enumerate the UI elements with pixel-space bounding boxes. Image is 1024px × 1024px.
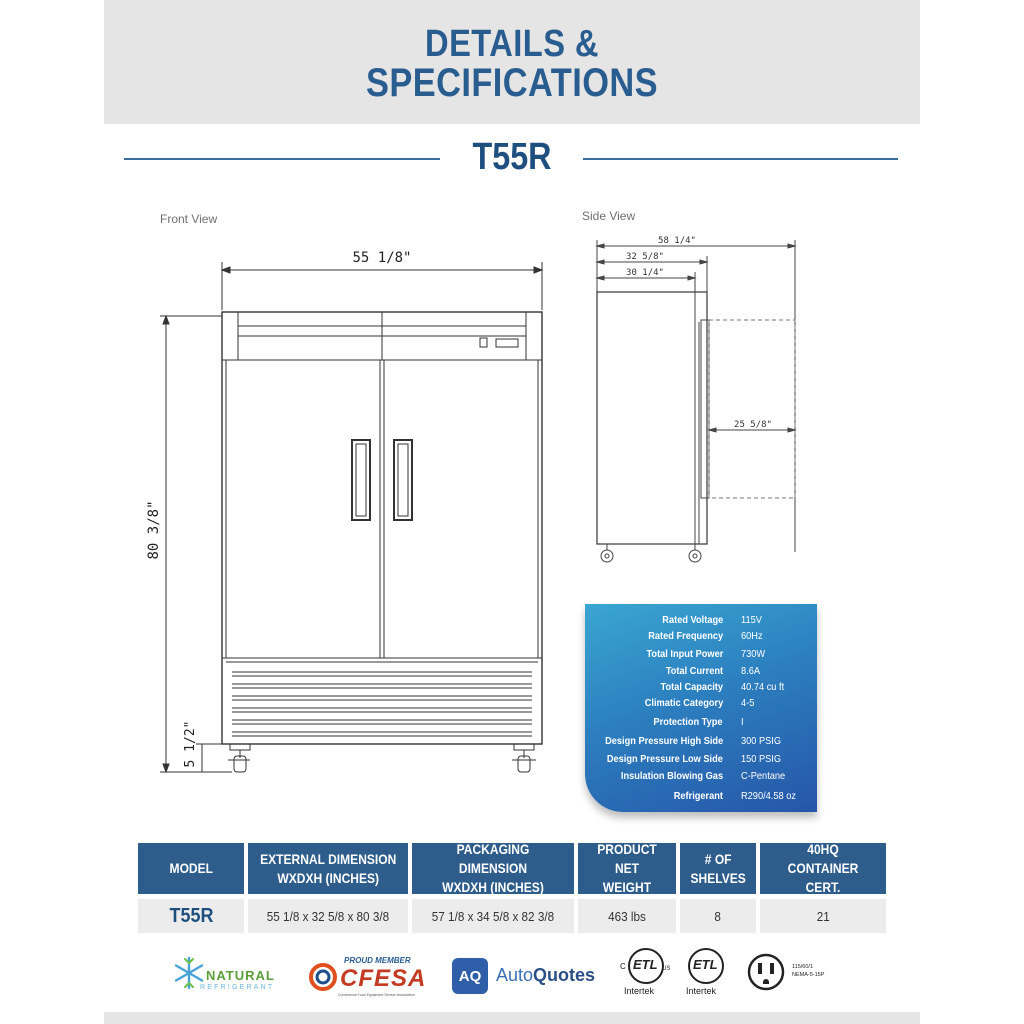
- right-handle: [394, 440, 412, 520]
- etl-us: US: [662, 966, 671, 972]
- door-swing: [709, 320, 795, 498]
- model-heading: T55R: [472, 136, 552, 178]
- refrigerant-word: REFRIGERANT: [200, 984, 275, 991]
- spec-value: 4-5: [741, 697, 755, 709]
- leg-dim-label: 5 1/2": [183, 720, 198, 768]
- certification-logos: [0, 948, 1024, 1008]
- spec-value: 150 PSIG: [741, 753, 782, 765]
- spec-label: Total Current: [665, 665, 723, 677]
- spec-value: 115V: [741, 614, 762, 626]
- etl-intertek-1: Intertek: [624, 986, 655, 996]
- cell-shelves: 8: [714, 908, 722, 924]
- header-model: MODEL: [169, 860, 213, 876]
- footer-band: [104, 1012, 920, 1024]
- spec-label: Refrigerant: [673, 790, 723, 802]
- spec-value: 8.6A: [741, 665, 761, 677]
- spec-row: [585, 716, 817, 732]
- etl-c-us-logo: [618, 948, 674, 1002]
- spec-panel: [585, 604, 817, 812]
- right-divider: [583, 158, 898, 160]
- plug-logo: [746, 952, 846, 996]
- plug-spec-2: NEMA-5-15P: [792, 972, 825, 978]
- spec-label: Insulation Blowing Gas: [620, 770, 723, 782]
- control-display: [496, 339, 518, 347]
- spec-value: 300 PSIG: [741, 735, 782, 747]
- spec-label: Total Input Power: [646, 648, 723, 660]
- spec-row: [585, 753, 817, 769]
- spec-label: Design Pressure High Side: [604, 735, 723, 747]
- spec-row: [585, 630, 817, 646]
- spec-label: Total Capacity: [660, 681, 723, 693]
- width-dim-label: 55 1/8": [352, 250, 412, 266]
- side-view-label: Side View: [582, 209, 636, 223]
- spec-label: Rated Voltage: [662, 614, 723, 626]
- spec-value: 730W: [741, 648, 766, 660]
- spec-label: Design Pressure Low Side: [606, 753, 723, 765]
- autoquotes-wordmark: [496, 965, 595, 986]
- aq-badge: AQ: [452, 958, 488, 994]
- right-handle-inner: [398, 444, 408, 516]
- etl-sanitation-logo: [682, 948, 732, 1002]
- spec-row: [585, 614, 817, 630]
- cfesa-swirl-icon: [308, 962, 338, 992]
- table-cell: [138, 899, 244, 933]
- spec-row: [585, 665, 817, 681]
- spec-row: [585, 790, 817, 806]
- table-cell: [412, 899, 574, 933]
- cell-external: 55 1/8 x 32 5/8 x 80 3/8: [266, 908, 390, 924]
- header-external: EXTERNAL DIMENSION WXDXH (INCHES): [259, 850, 397, 886]
- table-header-cell: [760, 843, 886, 894]
- left-caster: [228, 744, 250, 772]
- arrow: [222, 267, 230, 273]
- spec-label: Rated Frequency: [648, 630, 723, 642]
- cfesa-logo: [308, 956, 440, 1000]
- cell-container: 21: [816, 908, 830, 924]
- spec-row: [585, 770, 817, 786]
- side-dim-door: 25 5/8": [734, 420, 772, 430]
- table-header-cell: [578, 843, 676, 894]
- nema-plug-icon: [746, 952, 786, 992]
- spec-row: [585, 681, 817, 697]
- spec-value: I: [741, 716, 744, 728]
- side-dim-depth: 32 5/8": [626, 252, 664, 262]
- side-dim-total: 58 1/4": [658, 236, 696, 246]
- right-door: [384, 360, 538, 658]
- side-caster-right: [689, 544, 701, 562]
- cfesa-sub: Commercial Food Equipment Service Association: [338, 993, 415, 997]
- front-view-label: Front View: [160, 212, 218, 226]
- table-header-cell: [138, 843, 244, 894]
- height-dim-label: 80 3/8": [146, 500, 162, 560]
- side-dim-body: 30 1/4": [626, 268, 664, 278]
- table-cell: [248, 899, 408, 933]
- table-cell: [680, 899, 756, 933]
- cell-model: T55R: [168, 904, 214, 927]
- spec-value: R290/4.58 oz: [741, 790, 796, 802]
- natural-refrigerant-logo: [172, 954, 302, 998]
- spec-row: [585, 735, 817, 751]
- control-switch: [480, 338, 487, 347]
- side-body-outline: [597, 292, 707, 544]
- left-door: [226, 360, 380, 658]
- side-door-handle: [701, 320, 709, 498]
- top-left-cap: [222, 312, 238, 360]
- cell-weight: 463 lbs: [608, 908, 646, 924]
- top-right-cap: [526, 312, 542, 360]
- header-container: 40HQ CONTAINER CERT.: [787, 841, 859, 895]
- header-weight: PRODUCT NET WEIGHT: [597, 841, 657, 895]
- natural-word: NATURAL: [206, 968, 275, 983]
- spec-value: C-Pentane: [741, 770, 786, 782]
- grille-louvers: [232, 672, 532, 736]
- cfesa-proud-member: PROUD MEMBER: [344, 956, 411, 965]
- header-shelves: # OF SHELVES: [690, 850, 746, 886]
- table-header-cell: [412, 843, 574, 894]
- plug-spec-1: 115/60/1: [792, 964, 814, 970]
- table-header-cell: [248, 843, 408, 894]
- left-handle: [352, 440, 370, 520]
- table-header-cell: [680, 843, 756, 894]
- table-cell: [760, 899, 886, 933]
- etl-c: C: [620, 962, 626, 971]
- page-title-line2: SPECIFICATIONS: [365, 61, 659, 105]
- auto-word: Auto: [496, 965, 534, 985]
- etl-mark: ETL: [633, 957, 658, 972]
- arrow: [534, 267, 542, 273]
- left-handle-inner: [356, 444, 366, 516]
- side-view-drawing: [585, 232, 815, 572]
- spec-label: Protection Type: [653, 716, 723, 728]
- quotes-word: Quotes: [533, 965, 596, 985]
- cfesa-word: CFESA: [340, 965, 427, 992]
- table-cell: [578, 899, 676, 933]
- cell-packaging: 57 1/8 x 34 5/8 x 82 3/8: [431, 908, 555, 924]
- cabinet-outline: [222, 312, 542, 744]
- front-view-drawing: [140, 230, 560, 790]
- etl-intertek-2: Intertek: [686, 986, 717, 996]
- header-packaging: PACKAGING DIMENSION WXDXH (INCHES): [442, 841, 544, 895]
- right-caster: [512, 744, 536, 772]
- spec-value: 40.74 cu ft: [741, 681, 785, 693]
- spec-row: [585, 648, 817, 664]
- etl-mark: ETL: [693, 957, 718, 972]
- spec-value: 60Hz: [741, 630, 763, 642]
- spec-label: Climatic Category: [644, 697, 723, 709]
- side-caster-left: [601, 544, 613, 562]
- page-title-line1: DETAILS &: [425, 23, 599, 65]
- autoquotes-logo: [452, 956, 612, 996]
- spec-row: [585, 697, 817, 713]
